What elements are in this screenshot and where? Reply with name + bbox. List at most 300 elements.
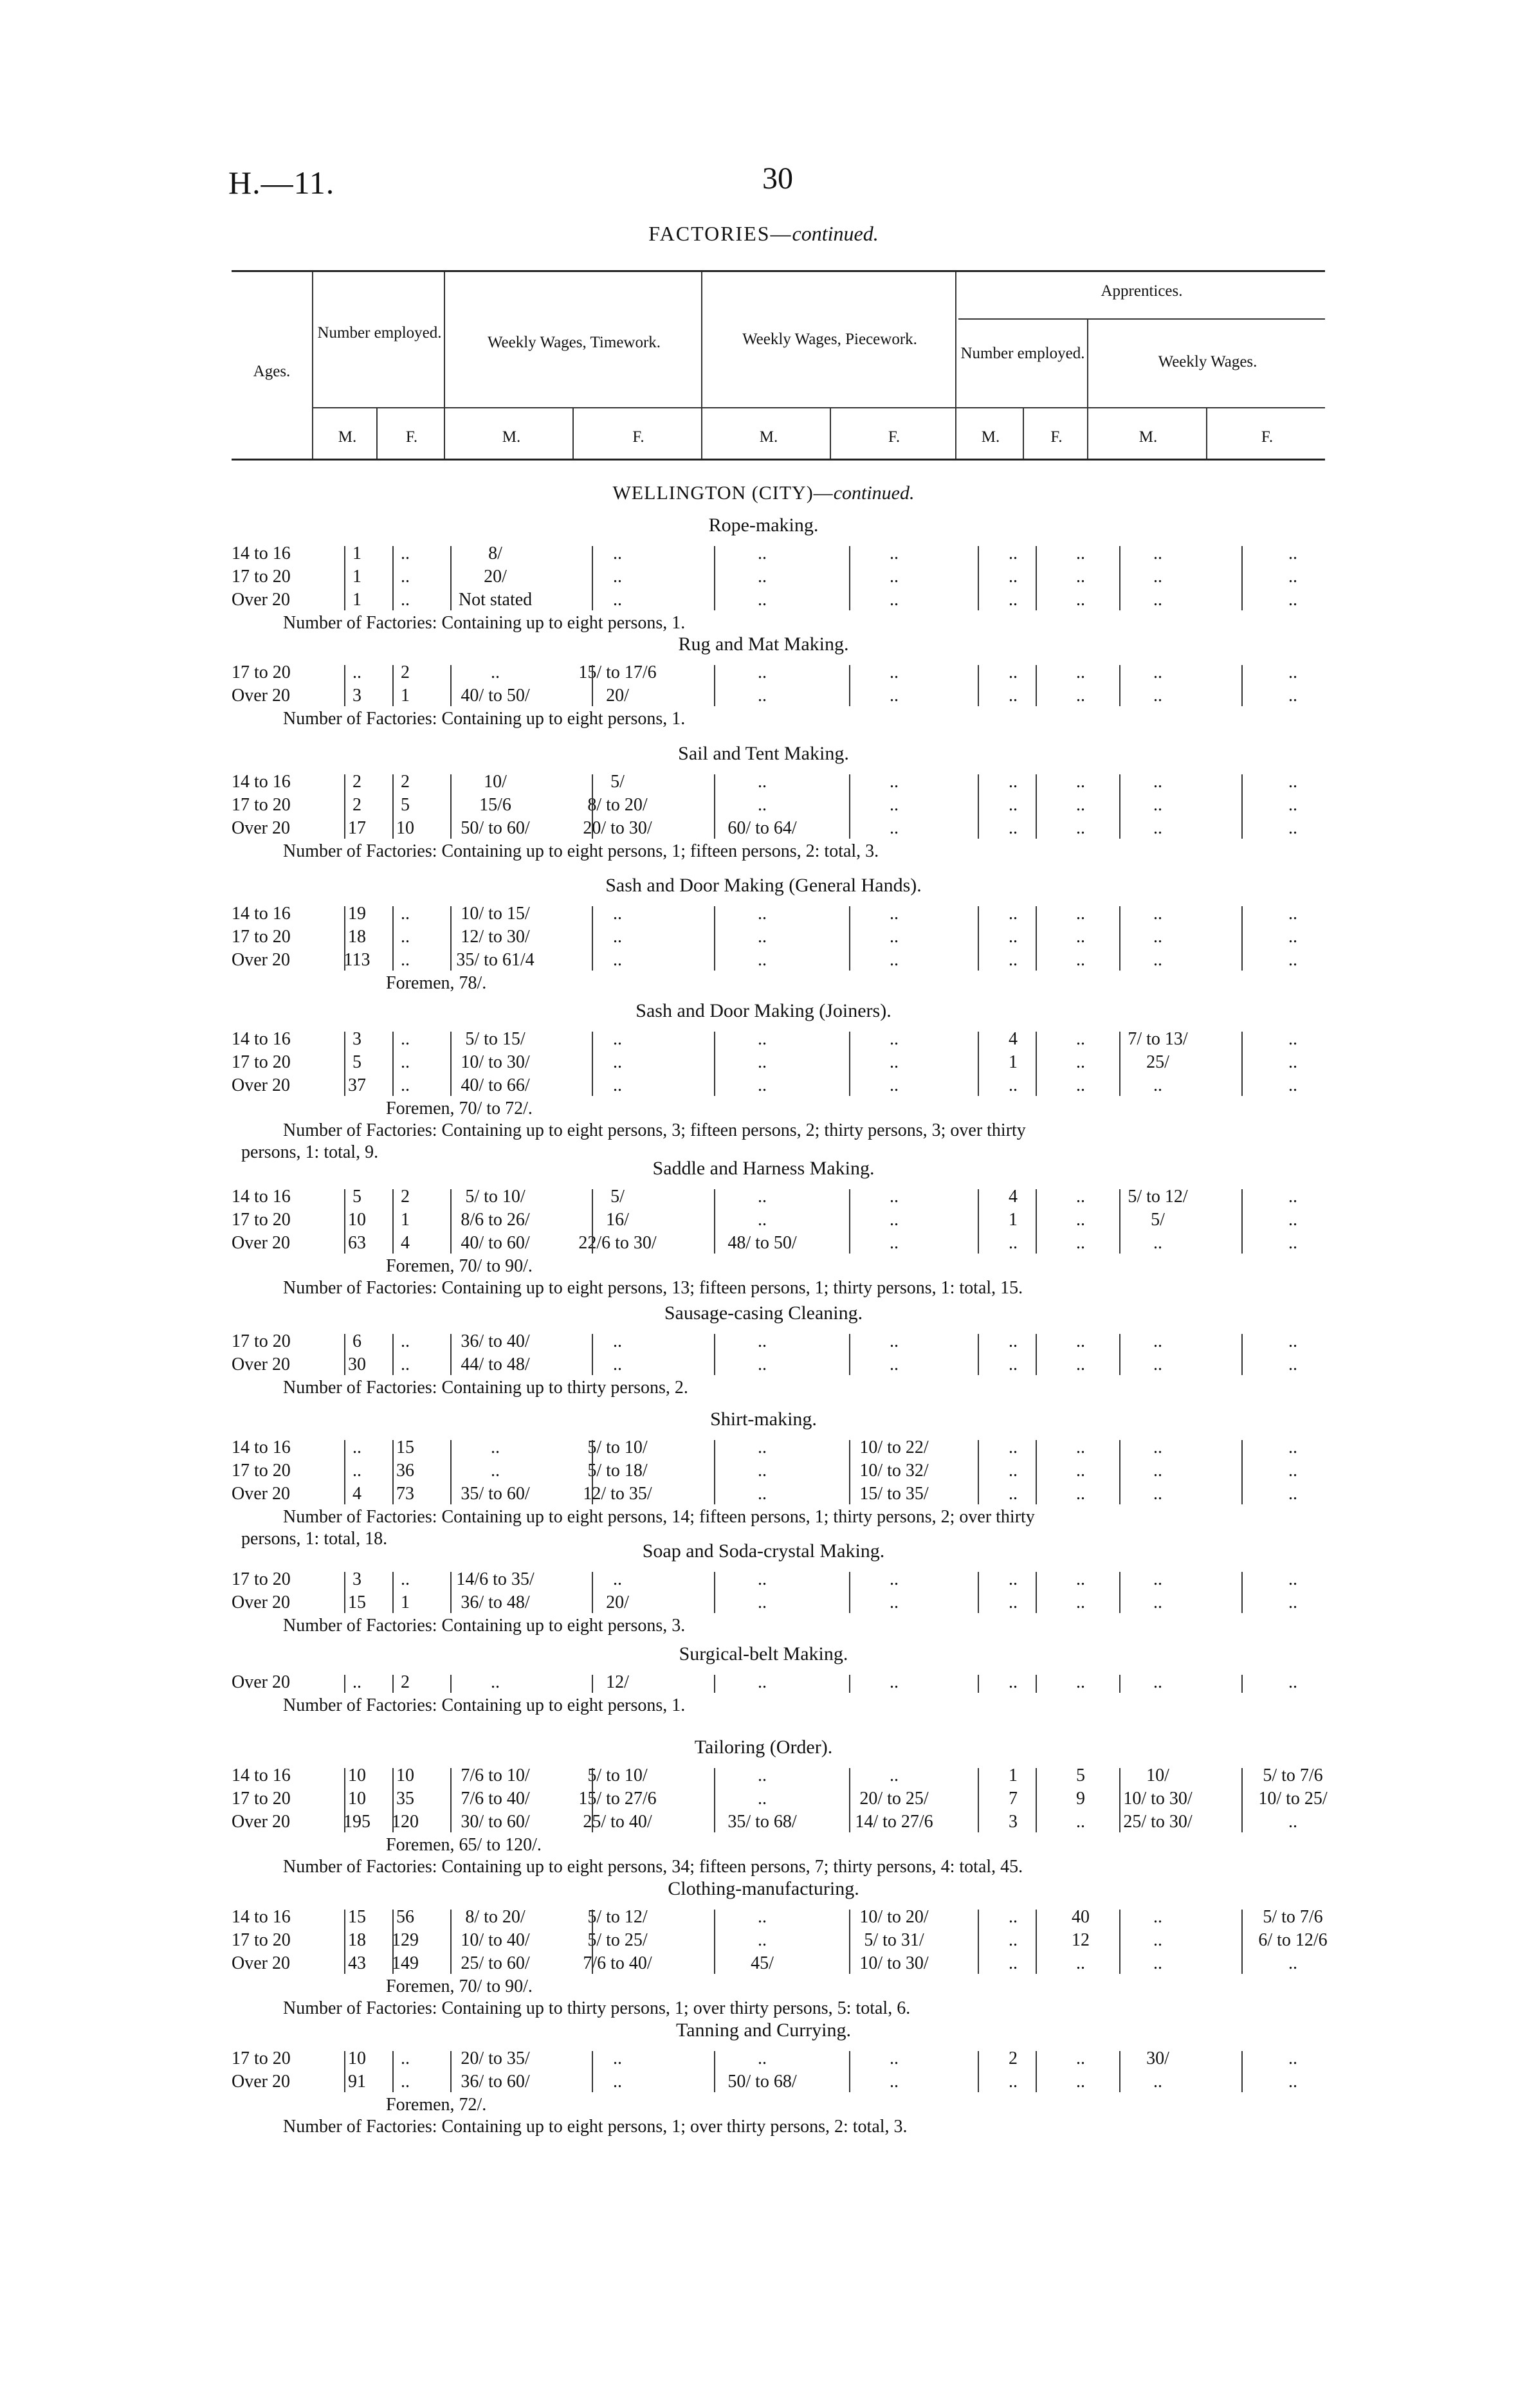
table-cell: ..	[1153, 1233, 1162, 1253]
table-cell: ..	[1009, 904, 1018, 924]
table-cell: 35/ to 60/	[461, 1484, 530, 1504]
table-cell: ..	[1288, 927, 1297, 947]
age-group: 17 to 20	[232, 1569, 291, 1589]
table-cell: 8/ to 20/	[587, 795, 648, 815]
table-cell: ..	[1153, 1953, 1162, 1973]
column-rule	[849, 1334, 850, 1375]
table-cell: 149	[392, 1953, 419, 1973]
factories-count-note: Number of Factories: Containing up to eight persons, 1.	[283, 613, 686, 633]
foremen-note: Foremen, 70/ to 72/.	[386, 1099, 533, 1118]
table-cell: 40/ to 60/	[461, 1233, 530, 1253]
column-rule	[1241, 774, 1243, 839]
column-rule	[714, 1675, 715, 1693]
table-cell: Not stated	[458, 590, 533, 610]
table-cell: ..	[890, 662, 899, 682]
table-cell: 5/	[610, 772, 625, 792]
table-cell: ..	[1153, 1354, 1162, 1374]
column-rule	[978, 546, 979, 610]
table-cell: 7	[1009, 1789, 1018, 1809]
table-cell: 40	[1072, 1907, 1090, 1927]
table-cell: ..	[890, 1052, 899, 1072]
column-rule	[392, 665, 394, 706]
column-rule	[450, 1032, 452, 1096]
table-cell: ..	[401, 1331, 410, 1351]
table-cell: 5/ to 10/	[587, 1437, 648, 1457]
table-cell: ..	[401, 567, 410, 587]
column-rule	[1036, 1768, 1037, 1832]
column-rule	[849, 1032, 850, 1096]
table-cell: ..	[613, 1029, 622, 1049]
age-group: Over 20	[232, 1354, 290, 1374]
table-cell: ..	[1288, 1029, 1297, 1049]
column-rule	[450, 1910, 452, 1974]
table-cell: 2	[352, 772, 361, 792]
table-cell: ..	[352, 1672, 361, 1692]
table-cell: ..	[1153, 1437, 1162, 1457]
table-cell: 12/	[606, 1672, 629, 1692]
table-cell: ..	[1288, 1592, 1297, 1612]
table-cell: 30	[348, 1354, 366, 1374]
table-cell: 20/	[606, 686, 629, 706]
column-rule	[592, 1768, 593, 1832]
table-cell: 3	[1009, 1812, 1018, 1832]
age-group: Over 20	[232, 590, 290, 610]
column-rule	[714, 906, 715, 971]
table-cell: ..	[1288, 567, 1297, 587]
column-rule	[450, 1440, 452, 1504]
table-cell: ..	[758, 795, 767, 815]
table-cell: ..	[1076, 543, 1085, 563]
column-rule	[592, 1675, 593, 1693]
table-cell: ..	[758, 1484, 767, 1504]
column-rule	[592, 906, 593, 971]
table-cell: ..	[1288, 1484, 1297, 1504]
column-rule	[714, 1572, 715, 1613]
table-cell: ..	[890, 1210, 899, 1230]
table-cell: 36/ to 48/	[461, 1592, 530, 1612]
table-cell: ..	[1076, 1029, 1085, 1049]
table-cell: ..	[1009, 686, 1018, 706]
column-rule	[1119, 1675, 1120, 1693]
table-cell: ..	[758, 1437, 767, 1457]
table-cell: ..	[1076, 1569, 1085, 1589]
table-cell: ..	[758, 950, 767, 970]
table-cell: 10	[396, 818, 414, 838]
column-rule	[344, 2051, 345, 2092]
table-cell: ..	[1009, 1672, 1018, 1692]
table-cell: ..	[1076, 1437, 1085, 1457]
age-group: 17 to 20	[232, 1789, 291, 1809]
column-rule	[344, 1572, 345, 1613]
column-rule	[592, 1032, 593, 1096]
table-cell: ..	[613, 590, 622, 610]
age-group: 17 to 20	[232, 1461, 291, 1481]
age-group: Over 20	[232, 1484, 290, 1504]
table-cell: ..	[758, 1930, 767, 1950]
column-rule	[1036, 1440, 1037, 1504]
table-cell: ..	[1288, 1953, 1297, 1973]
table-cell: ..	[758, 1029, 767, 1049]
column-rule	[1119, 1032, 1120, 1096]
table-cell: ..	[758, 1569, 767, 1589]
table-cell: ..	[758, 1052, 767, 1072]
table-cell: ..	[758, 1461, 767, 1481]
column-rule	[1119, 1768, 1120, 1832]
column-rule	[450, 665, 452, 706]
table-cell: 1	[1009, 1052, 1018, 1072]
column-rule	[450, 1768, 452, 1832]
table-cell: 10/ to 20/	[859, 1907, 929, 1927]
col-m: M.	[1138, 428, 1158, 446]
factories-count-note: Number of Factories: Containing up to thirty persons, 1; over thirty persons, 5: total, 6.	[283, 1998, 911, 2018]
table-cell: ..	[1288, 590, 1297, 610]
column-rule	[392, 1334, 394, 1375]
table-cell: ..	[1076, 772, 1085, 792]
table-cell: ..	[1076, 1672, 1085, 1692]
table-cell: ..	[1076, 1812, 1085, 1832]
table-cell: 25/ to 30/	[1123, 1812, 1193, 1832]
table-cell: 5	[352, 1187, 361, 1207]
table-cell: ..	[758, 2048, 767, 2068]
table-cell: ..	[1288, 1075, 1297, 1095]
column-rule	[1241, 1572, 1243, 1613]
section-title: Saddle and Harness Making.	[652, 1158, 875, 1179]
age-group: Over 20	[232, 950, 290, 970]
table-cell: ..	[758, 772, 767, 792]
column-rule	[849, 774, 850, 839]
table-cell: 25/ to 40/	[583, 1812, 652, 1832]
column-rule	[1241, 546, 1243, 610]
table-cell: ..	[890, 567, 899, 587]
table-cell: 195	[343, 1812, 370, 1832]
table-cell: ..	[1153, 567, 1162, 587]
table-cell: ..	[1153, 795, 1162, 815]
section-title: Sash and Door Making (Joiners).	[635, 1000, 892, 1021]
factories-count-note: Number of Factories: Containing up to eight persons, 1; over thirty persons, 2: total, 3.	[283, 2117, 908, 2137]
column-rule	[978, 906, 979, 971]
column-rule	[978, 1768, 979, 1832]
table-cell: 7/6 to 40/	[461, 1789, 530, 1809]
table-cell: ..	[890, 2048, 899, 2068]
table-cell: 4	[401, 1233, 410, 1253]
column-rule	[714, 1440, 715, 1504]
column-rule	[714, 1910, 715, 1974]
table-cell: 5/ to 7/6	[1263, 1907, 1323, 1927]
table-cell: ..	[1076, 590, 1085, 610]
table-cell: 10/ to 15/	[461, 904, 530, 924]
table-cell: ..	[1009, 2072, 1018, 2092]
column-rule	[1119, 665, 1120, 706]
section-title: Rug and Mat Making.	[678, 634, 849, 655]
table-cell: ..	[1153, 2072, 1162, 2092]
table-cell: ..	[890, 1672, 899, 1692]
table-cell: ..	[491, 1437, 500, 1457]
table-cell: 20/ to 35/	[461, 2048, 530, 2068]
table-cell: 15	[348, 1592, 366, 1612]
table-cell: ..	[758, 686, 767, 706]
table-cell: ..	[352, 1437, 361, 1457]
age-group: 17 to 20	[232, 1331, 291, 1351]
col-number-employed: Number employed.	[317, 324, 442, 342]
section-title: Tanning and Currying.	[675, 2020, 852, 2041]
column-rule	[1036, 1189, 1037, 1254]
table-cell: ..	[758, 1592, 767, 1612]
table-cell: ..	[1009, 795, 1018, 815]
city-heading: WELLINGTON (CITY)—continued.	[612, 482, 915, 504]
table-cell: 10/ to 40/	[461, 1930, 530, 1950]
age-group: Over 20	[232, 686, 290, 706]
column-rule	[450, 1189, 452, 1254]
column-rule	[1241, 1675, 1243, 1693]
table-cell: 10	[348, 1765, 366, 1785]
column-rule	[392, 1910, 394, 1974]
col-m: M.	[338, 428, 357, 446]
factories-count-note: Number of Factories: Containing up to eight persons, 13; fifteen persons, 1; thirty persons, 1: total, 15.	[283, 1278, 1023, 1298]
table-cell: ..	[890, 818, 899, 838]
age-group: 17 to 20	[232, 662, 291, 682]
table-cell: ..	[1153, 1930, 1162, 1950]
table-cell: ..	[1288, 1210, 1297, 1230]
table-cell: 10/ to 30/	[859, 1953, 929, 1973]
column-rule	[978, 2051, 979, 2092]
section-title: Soap and Soda-crystal Making.	[642, 1540, 885, 1562]
page-number: 30	[762, 161, 793, 196]
factories-count-note: persons, 1: total, 18.	[241, 1529, 388, 1549]
factories-count-note: Number of Factories: Containing up to eight persons, 1.	[283, 709, 686, 729]
table-cell: 20/ to 25/	[859, 1789, 929, 1809]
age-group: 14 to 16	[232, 772, 291, 792]
table-cell: 16/	[606, 1210, 629, 1230]
table-cell: ..	[758, 1210, 767, 1230]
age-group: Over 20	[232, 1953, 290, 1973]
table-cell: ..	[1009, 1569, 1018, 1589]
age-group: Over 20	[232, 1592, 290, 1612]
foremen-note: Foremen, 65/ to 120/.	[386, 1835, 542, 1855]
column-rule	[344, 774, 345, 839]
column-rule	[1036, 1032, 1037, 1096]
table-cell: ..	[401, 2072, 410, 2092]
column-rule	[450, 1334, 452, 1375]
table-cell: 1	[401, 686, 410, 706]
table-cell: 30/	[1146, 2048, 1169, 2068]
table-cell: 10	[348, 2048, 366, 2068]
table-cell: ..	[1009, 927, 1018, 947]
column-rule	[450, 774, 452, 839]
table-cell: ..	[1153, 818, 1162, 838]
factories-count-note: Number of Factories: Containing up to eight persons, 1.	[283, 1695, 686, 1715]
table-cell: ..	[352, 662, 361, 682]
table-cell: ..	[1009, 1075, 1018, 1095]
table-cell: 12	[1072, 1930, 1090, 1950]
col-m: M.	[502, 428, 521, 446]
table-cell: ..	[1288, 950, 1297, 970]
column-rule	[1036, 906, 1037, 971]
table-cell: ..	[1076, 950, 1085, 970]
column-rule	[1036, 2051, 1037, 2092]
column-rule	[392, 546, 394, 610]
table-cell: ..	[1288, 1052, 1297, 1072]
table-cell: 3	[352, 686, 361, 706]
table-cell: 35/ to 68/	[727, 1812, 797, 1832]
column-rule	[1241, 1440, 1243, 1504]
section-title: Tailoring (Order).	[694, 1737, 833, 1758]
column-rule	[849, 546, 850, 610]
table-cell: ..	[758, 1672, 767, 1692]
table-cell: ..	[1153, 590, 1162, 610]
table-cell: 36/ to 60/	[461, 2072, 530, 2092]
table-cell: ..	[890, 543, 899, 563]
table-cell: ..	[613, 2048, 622, 2068]
table-cell: 20/	[606, 1592, 629, 1612]
table-cell: ..	[890, 795, 899, 815]
column-rule	[392, 1768, 394, 1832]
table-cell: ..	[1076, 1461, 1085, 1481]
table-cell: 20/	[484, 567, 507, 587]
age-group: Over 20	[232, 1075, 290, 1095]
column-rule	[1036, 1572, 1037, 1613]
table-cell: 43	[348, 1953, 366, 1973]
table-cell: 73	[396, 1484, 414, 1504]
column-rule	[592, 1572, 593, 1613]
column-header-table	[232, 270, 1325, 461]
column-rule	[1119, 1334, 1120, 1375]
table-cell: 56	[396, 1907, 414, 1927]
table-cell: ..	[1076, 1233, 1085, 1253]
column-rule	[978, 774, 979, 839]
age-group: 14 to 16	[232, 1187, 291, 1207]
section-title: Sash and Door Making (General Hands).	[605, 875, 922, 896]
column-rule	[592, 1189, 593, 1254]
table-cell: ..	[1288, 1461, 1297, 1481]
column-rule	[849, 1440, 850, 1504]
table-cell: ..	[1288, 1437, 1297, 1457]
column-rule	[392, 1189, 394, 1254]
table-cell: 129	[392, 1930, 419, 1950]
column-rule	[344, 1032, 345, 1096]
column-rule	[1119, 1572, 1120, 1613]
table-cell: ..	[890, 1354, 899, 1374]
table-cell: ..	[1288, 1187, 1297, 1207]
table-cell: 40/ to 50/	[461, 686, 530, 706]
table-cell: 2	[352, 795, 361, 815]
table-cell: ..	[401, 543, 410, 563]
table-cell: ..	[1009, 1461, 1018, 1481]
table-cell: ..	[401, 1569, 410, 1589]
table-cell: ..	[401, 927, 410, 947]
table-cell: 6/ to 12/6	[1258, 1930, 1328, 1950]
column-rule	[1036, 774, 1037, 839]
table-cell: 10/ to 32/	[859, 1461, 929, 1481]
table-cell: 7/6 to 10/	[461, 1765, 530, 1785]
column-rule	[450, 1675, 452, 1693]
table-cell: ..	[1153, 686, 1162, 706]
table-cell: ..	[1288, 1569, 1297, 1589]
table-cell: ..	[890, 1765, 899, 1785]
table-cell: 8/ to 20/	[465, 1907, 526, 1927]
table-cell: ..	[613, 2072, 622, 2092]
table-cell: 2	[1009, 2048, 1018, 2068]
table-cell: ..	[1288, 686, 1297, 706]
column-rule	[714, 665, 715, 706]
table-cell: 5/ to 10/	[587, 1765, 648, 1785]
column-rule	[978, 1334, 979, 1375]
col-m: M.	[759, 428, 778, 446]
age-group: Over 20	[232, 1812, 290, 1832]
table-cell: ..	[1288, 1812, 1297, 1832]
table-cell: ..	[1288, 662, 1297, 682]
table-cell: ..	[758, 1789, 767, 1809]
column-rule	[978, 1440, 979, 1504]
table-cell: ..	[758, 662, 767, 682]
table-cell: ..	[758, 1187, 767, 1207]
age-group: Over 20	[232, 2072, 290, 2092]
table-cell: ..	[491, 662, 500, 682]
column-rule	[592, 1334, 593, 1375]
factories-count-note: Number of Factories: Containing up to eight persons, 34; fifteen persons, 7; thirty persons, 4: total, 45.	[283, 1857, 1023, 1877]
section-title: Surgical-belt Making.	[679, 1643, 848, 1665]
table-cell: ..	[613, 567, 622, 587]
table-cell: ..	[491, 1672, 500, 1692]
column-rule	[714, 1032, 715, 1096]
table-cell: 5/	[610, 1187, 625, 1207]
col-wages-timework: Weekly Wages, Timework.	[487, 334, 661, 351]
column-rule	[714, 2051, 715, 2092]
table-cell: 15/ to 17/6	[578, 662, 657, 682]
column-rule	[1119, 1910, 1120, 1974]
table-cell: 25/	[1146, 1052, 1169, 1072]
table-cell: 35	[396, 1789, 414, 1809]
age-group: 14 to 16	[232, 904, 291, 924]
table-cell: ..	[1009, 772, 1018, 792]
table-cell: ..	[1288, 1233, 1297, 1253]
table-cell: ..	[613, 904, 622, 924]
table-cell: ..	[758, 1907, 767, 1927]
table-cell: 36	[396, 1461, 414, 1481]
column-rule	[344, 665, 345, 706]
table-cell: ..	[1288, 795, 1297, 815]
table-cell: 4	[352, 1484, 361, 1504]
table-cell: ..	[401, 1354, 410, 1374]
column-rule	[714, 1334, 715, 1375]
column-rule	[1036, 1910, 1037, 1974]
column-rule	[1119, 1440, 1120, 1504]
table-cell: ..	[758, 904, 767, 924]
table-cell: 45/	[751, 1953, 774, 1973]
column-rule	[344, 1334, 345, 1375]
column-rule	[592, 665, 593, 706]
table-cell: ..	[890, 772, 899, 792]
column-rule	[849, 1910, 850, 1974]
table-cell: 8/	[488, 543, 502, 563]
table-cell: ..	[1288, 1331, 1297, 1351]
column-rule	[1036, 1675, 1037, 1693]
table-cell: ..	[1153, 543, 1162, 563]
table-cell: 91	[348, 2072, 366, 2092]
table-cell: 37	[348, 1075, 366, 1095]
table-cell: 35/ to 61/4	[456, 950, 535, 970]
table-cell: 7/6 to 40/	[583, 1953, 652, 1973]
table-cell: 5/ to 18/	[587, 1461, 648, 1481]
column-rule	[1119, 2051, 1120, 2092]
column-rule	[592, 774, 593, 839]
column-rule	[392, 2051, 394, 2092]
table-cell: 7/ to 13/	[1128, 1029, 1188, 1049]
table-cell: ..	[613, 543, 622, 563]
table-cell: ..	[1009, 1484, 1018, 1504]
table-cell: ..	[890, 590, 899, 610]
table-cell: 44/ to 48/	[461, 1354, 530, 1374]
table-cell: ..	[1153, 772, 1162, 792]
